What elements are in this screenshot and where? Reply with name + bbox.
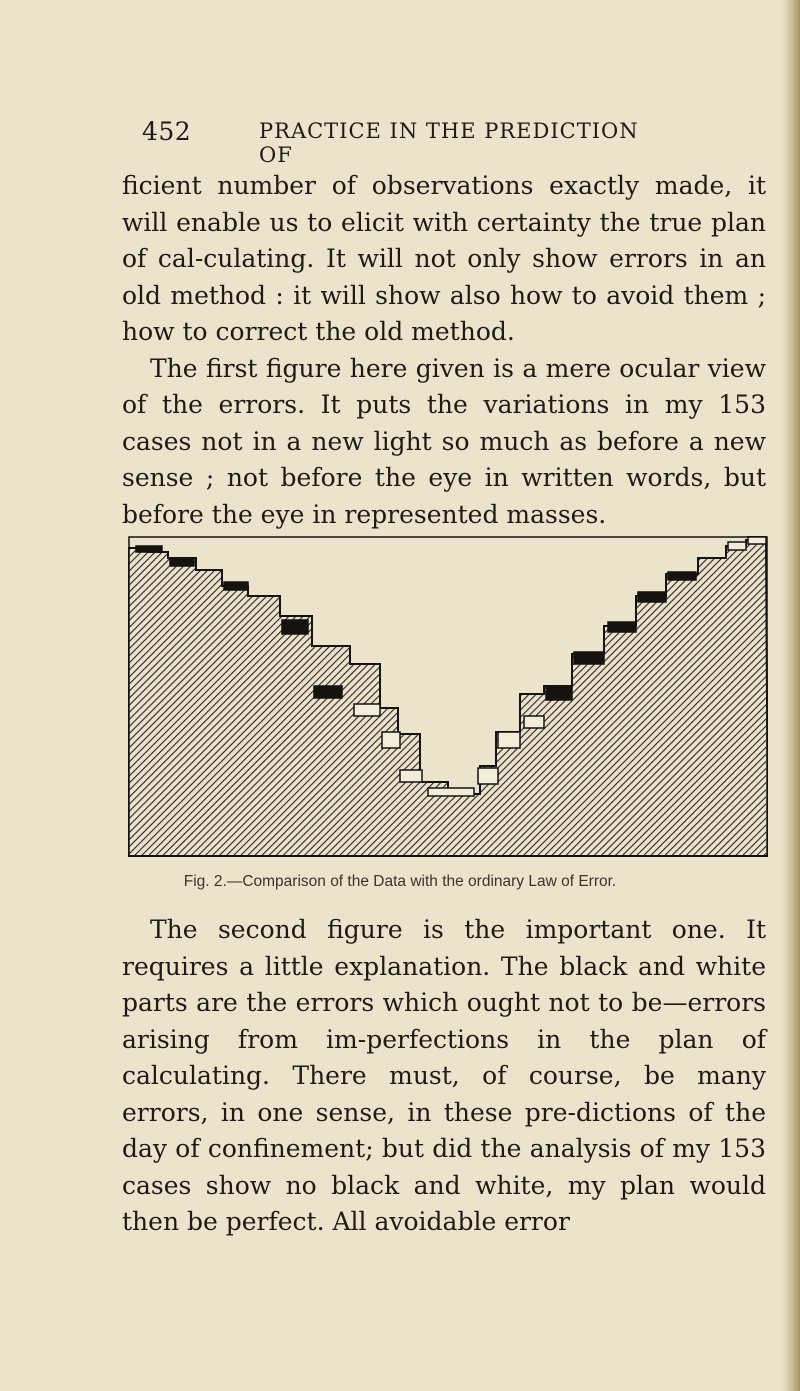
black-error-block-1 bbox=[170, 558, 194, 566]
black-error-block-16 bbox=[668, 572, 696, 580]
hatched-step-21 bbox=[698, 558, 726, 856]
figure-caption: Fig. 2.—Comparison of the Data with the ordinary Law of Error. bbox=[183, 873, 617, 890]
white-error-block-8 bbox=[428, 788, 474, 796]
black-error-block-14 bbox=[608, 622, 636, 632]
white-error-block-10 bbox=[498, 732, 520, 748]
white-error-block-9 bbox=[478, 768, 498, 784]
hatched-step-2 bbox=[168, 558, 196, 856]
hatched-step-14 bbox=[496, 732, 520, 856]
white-error-block-6 bbox=[382, 732, 400, 748]
paragraph bbox=[122, 912, 766, 1241]
black-error-block-3 bbox=[282, 620, 308, 634]
white-error-block-5 bbox=[354, 704, 380, 716]
white-error-block-17 bbox=[728, 542, 746, 550]
black-error-block-4 bbox=[314, 686, 342, 698]
hatched-step-17 bbox=[572, 654, 604, 856]
paragraph-text: The first figure here given is a mere ocular view of the errors. It puts the variations in my 153 cases not in a new light so much as before a new sense ; not before the eye in written words, but before the eye in represented masses. bbox=[122, 353, 766, 529]
white-error-block-11 bbox=[524, 716, 544, 728]
page-edge bbox=[782, 0, 800, 1391]
hatched-step-20 bbox=[666, 574, 698, 856]
hatched-step-12 bbox=[448, 794, 480, 856]
black-error-block-13 bbox=[574, 652, 604, 664]
hatched-step-23 bbox=[746, 540, 766, 856]
black-error-block-0 bbox=[136, 546, 162, 552]
hatched-step-10 bbox=[398, 734, 420, 856]
paragraph-text: The second figure is the important one. It requires a little explanation. The black and white parts are the errors which ought not to be—errors arising from im-perfections in the plan of calculating. There must, of course, be many errors, in one sense, in these pre-dictions of the day of confinement; but did the analysis of my 153 cases show no black and white, my plan would then be perfect. All avoidable error bbox=[122, 915, 766, 1236]
hatched-step-9 bbox=[380, 708, 398, 856]
hatched-step-19 bbox=[636, 596, 666, 856]
hatched-step-1 bbox=[148, 552, 168, 856]
hatched-step-7 bbox=[312, 646, 350, 856]
black-error-block-15 bbox=[638, 592, 666, 602]
hatched-step-6 bbox=[280, 616, 312, 856]
hatched-step-8 bbox=[350, 664, 380, 856]
hatched-step-22 bbox=[726, 546, 746, 856]
hatched-step-3 bbox=[196, 570, 222, 856]
hatched-step-4 bbox=[222, 586, 248, 856]
error-comparison-figure bbox=[128, 536, 768, 858]
page-number: 452 bbox=[142, 117, 192, 146]
paragraph-text: ficient number of observations exactly made, it will enable us to elicit with certainty the true plan of cal-culating. It will not only show errors in an old method : it will show also how to avoid them ; how to correct the old method. bbox=[122, 171, 766, 346]
paragraph-continued bbox=[122, 168, 766, 533]
black-error-block-12 bbox=[546, 686, 572, 700]
hatched-step-18 bbox=[604, 626, 636, 856]
hatched-step-16 bbox=[544, 686, 572, 856]
white-error-block-7 bbox=[400, 770, 422, 782]
hatched-step-0 bbox=[128, 548, 148, 856]
running-title: PRACTICE IN THE PREDICTION OF bbox=[259, 119, 639, 167]
black-error-block-2 bbox=[224, 582, 248, 590]
hatched-step-5 bbox=[248, 596, 280, 856]
